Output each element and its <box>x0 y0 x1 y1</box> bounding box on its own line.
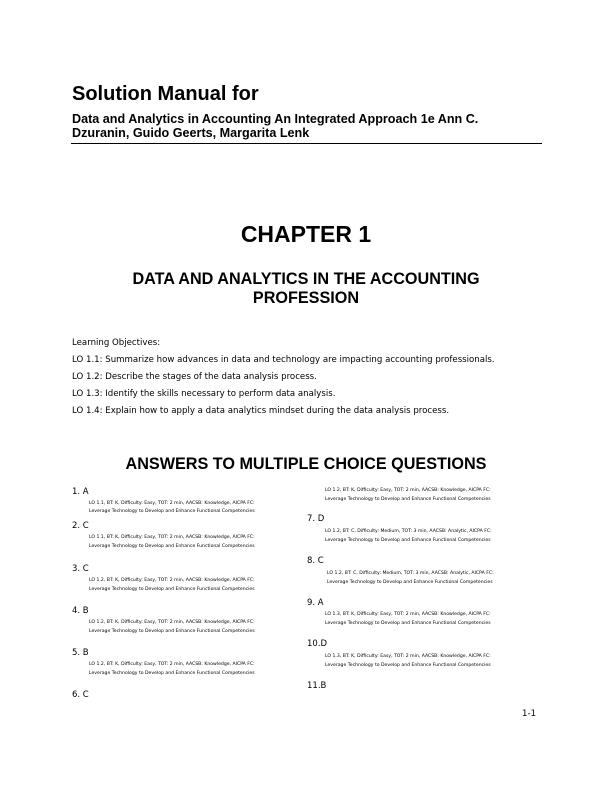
header-rule <box>71 143 542 144</box>
chapter-title-line-1: DATA AND ANALYTICS IN THE ACCOUNTING <box>132 270 480 288</box>
answer-number: 1. A <box>72 487 89 497</box>
answer-tag-line-2: Leverage Technology to Develop and Enhance Functional Competencies <box>327 580 493 585</box>
document-title: Solution Manual for <box>72 83 259 105</box>
chapter-title-line-2: PROFESSION <box>252 289 360 307</box>
answer-tag-line-2: Leverage Technology to Develop and Enhance Functional Competencies <box>89 509 255 514</box>
answer-tag-line-1: LO 1.3, BT: K, Difficulty: Easy, TOT: 2 min, AACSB: Knowledge, AICPA FC: <box>325 612 491 617</box>
answer-number: 2. C <box>72 521 89 531</box>
answer-tag-line-1: LO 1.2, BT: C, Difficulty: Medium, TOT: 3 min, AACSB: Analytic, AICPA FC: <box>325 529 492 534</box>
answer-number: 7. D <box>307 514 325 524</box>
answer-number: 8. C <box>307 556 324 566</box>
answer-number: 11.B <box>307 681 327 691</box>
answer-tag-line-2: Leverage Technology to Develop and Enhance Functional Competencies <box>325 497 491 502</box>
answer-tag-line-1: LO 1.2, BT: K, Difficulty: Easy, TOT: 2 min, AACSB: Knowledge, AICPA FC: <box>89 662 255 667</box>
chapter-title <box>96 270 516 308</box>
learning-objectives-heading: Learning Objectives: <box>72 338 161 348</box>
answer-tag-line-1: LO 1.3, BT: K, Difficulty: Easy, TOT: 2 min, AACSB: Knowledge, AICPA FC: <box>325 654 491 659</box>
learning-objectives <box>72 335 495 420</box>
answer-tag-line-1: LO 1.1, BT: K, Difficulty: Easy, TOT: 2 min, AACSB: Knowledge, AICPA FC: <box>89 535 255 540</box>
learning-objective-item: LO 1.3: Identify the skills necessary to perform data analysis. <box>72 389 336 399</box>
answer-number: 9. A <box>307 598 324 608</box>
answer-number: 4. B <box>72 606 89 616</box>
answer-tag-line-1: LO 1.2, BT: K, Difficulty: Easy, TOT: 2 min, AACSB: Knowledge, AICPA FC: <box>89 578 255 583</box>
answer-tag-line-2: Leverage Technology to Develop and Enhance Functional Competencies <box>325 538 491 543</box>
answer-tag-line-2: Leverage Technology to Develop and Enhance Functional Competencies <box>89 671 255 676</box>
learning-objective-item: LO 1.4: Explain how to apply a data analytics mindset during the data analysis process. <box>72 406 450 416</box>
subtitle-line-2: Dzuranin, Guido Geerts, Margarita Lenk <box>72 126 310 140</box>
answer-number: 6. C <box>72 690 89 700</box>
answer-tag-line-2: Leverage Technology to Develop and Enhance Functional Competencies <box>89 629 255 634</box>
page-number: 1-1 <box>522 709 537 719</box>
subtitle-line-1: Data and Analytics in Accounting An Integrated Approach 1e Ann C. <box>72 112 479 126</box>
answer-number: 5. B <box>72 648 89 658</box>
answer-tag-line-1: LO 1.1, BT: K, Difficulty: Easy, TOT: 2 min, AACSB: Knowledge, AICPA FC: <box>89 501 255 506</box>
learning-objective-item: LO 1.2: Describe the stages of the data analysis process. <box>72 372 317 382</box>
answer-tag-line-1: LO 1.2, BT: K, Difficulty: Easy, TOT: 2 min, AACSB: Knowledge, AICPA FC: <box>89 620 255 625</box>
answer-tag-line-2: Leverage Technology to Develop and Enhance Functional Competencies <box>325 621 491 626</box>
document-subtitle <box>72 112 478 140</box>
answer-tag-line-1: LO 1.2, BT: K, Difficulty: Easy, TOT: 2 min, AACSB: Knowledge, AICPA FC: <box>325 488 491 493</box>
learning-objective-item: LO 1.1: Summarize how advances in data and technology are impacting accounting professionals. <box>72 355 495 365</box>
answer-number: 3. C <box>72 564 89 574</box>
answers-heading: ANSWERS TO MULTIPLE CHOICE QUESTIONS <box>125 455 487 473</box>
chapter-label: CHAPTER 1 <box>240 221 372 247</box>
answer-number: 10.D <box>307 639 328 649</box>
answer-tag-line-2: Leverage Technology to Develop and Enhance Functional Competencies <box>325 663 491 668</box>
answer-tag-line-2: Leverage Technology to Develop and Enhance Functional Competencies <box>89 587 255 592</box>
answer-tag-line-1: LO 1.2, BT: C, Difficulty: Medium, TOT: 3 min, AACSB: Analytic, AICPA FC: <box>327 571 494 576</box>
answer-tag-line-2: Leverage Technology to Develop and Enhance Functional Competencies <box>89 544 255 549</box>
